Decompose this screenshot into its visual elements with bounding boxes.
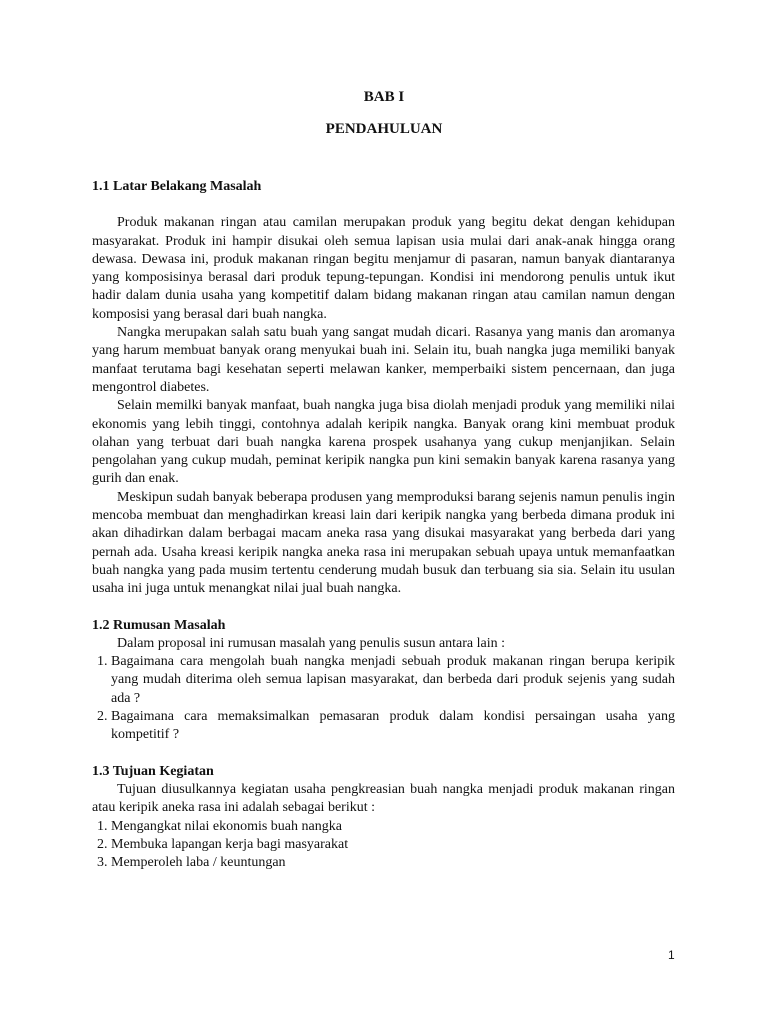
spacer [92,745,675,763]
paragraph: Meskipun sudah banyak beberapa produsen yang memproduksi barang sejenis namun penulis ingin mencoba membuat dan menghadirkan kreasi lain dari keripik nangka yang berbeda dimana produk ini akan dihadirkan dalam berbagai macam aneka rasa yang disukai masyarakat yang berbeda dari yang pernah ada. Usaha kreasi keripik nangka aneka rasa ini merupakan sebuah upaya untuk memanfaatkan buah nangka yang pada musim tertentu cenderung mudah busuk dan terbuang sia sia. Selain itu usulan usaha ini juga untuk menangkat nilai jual buah nangka. [92,489,675,597]
section-intro: Dalam proposal ini rumusan masalah yang penulis susun antara lain : [117,635,506,651]
chapter-title: PENDAHULUAN [325,121,443,137]
list-item: 1. Bagaimana cara mengolah buah nangka menjadi sebuah produk makanan ringan berupa keripik yang mudah diterima oleh semua lapisan masyarakat, dan berbeda dari produk sejenis yang sudah ada ? [111,653,675,708]
list-item: 2. Membuka lapangan kerja bagi masyarakat [111,836,675,854]
document-body [92,178,675,872]
spacer [92,196,675,214]
objective-list [92,818,675,873]
list-item: 3. Memperoleh laba / keuntungan [111,854,675,872]
section-heading-latar-belakang: 1.1 Latar Belakang Masalah [92,179,262,194]
problem-list [92,653,675,744]
paragraph: Nangka merupakan salah satu buah yang sangat mudah dicari. Rasanya yang manis dan aromanya yang harum membuat banyak orang menyukai buah ini. Selain itu, buah nangka juga memiliki banyak manfaat terutama bagi kesehatan seperti melawan kanker, memperbaiki sistem pencernaan, dan juga mengontrol diabetes. [92,325,675,395]
section-heading-rumusan-masalah: 1.2 Rumusan Masalah [92,617,226,633]
paragraph: Selain memilki banyak manfaat, buah nangka juga bisa diolah menjadi produk yang memiliki nilai ekonomis yang lebih tinggi, contohnya adalah keripik nangka. Banyak orang kini membuat produk olahan yang terbuat dari buah nangka karena prospek usahanya yang cukup menjanjikan. Selain pengolahan yang cukup mudah, peminat keripik nangka pun kini semakin banyak karena rasanya yang gurih dan enak. [92,398,675,487]
chapter-number: BAB I [363,89,405,105]
paragraph: Produk makanan ringan atau camilan merupakan produk yang begitu dekat dengan kehidupan masyarakat. Produk ini hampir disukai oleh semua lapisan usia mulai dari anak-anak hingga orang dewasa. Dewasa ini, produk makanan ringan begitu menjamur di pasaran, namun banyak diantaranya yang komposisinya berasal dari produk tepung-tepungan. Kondisi ini mendorong penulis untuk ikut hadir dalam dunia usaha yang kompetitif dalam bidang makanan ringan atau camilan namun dengan komposisi yang berasal dari buah nangka. [92,215,675,322]
section-intro: Tujuan diusulkannya kegiatan usaha pengkreasian buah nangka menjadi produk makanan ringan atau keripik aneka rasa ini adalah sebagai berikut : [92,781,675,816]
page-number: 1 [668,948,675,962]
section-heading-tujuan-kegiatan: 1.3 Tujuan Kegiatan [92,763,214,779]
list-item: 2. Bagaimana cara memaksimalkan pemasaran produk dalam kondisi persaingan usaha yang kompetitif ? [111,708,675,745]
list-item: 1. Mengangkat nilai ekonomis buah nangka [111,818,675,836]
